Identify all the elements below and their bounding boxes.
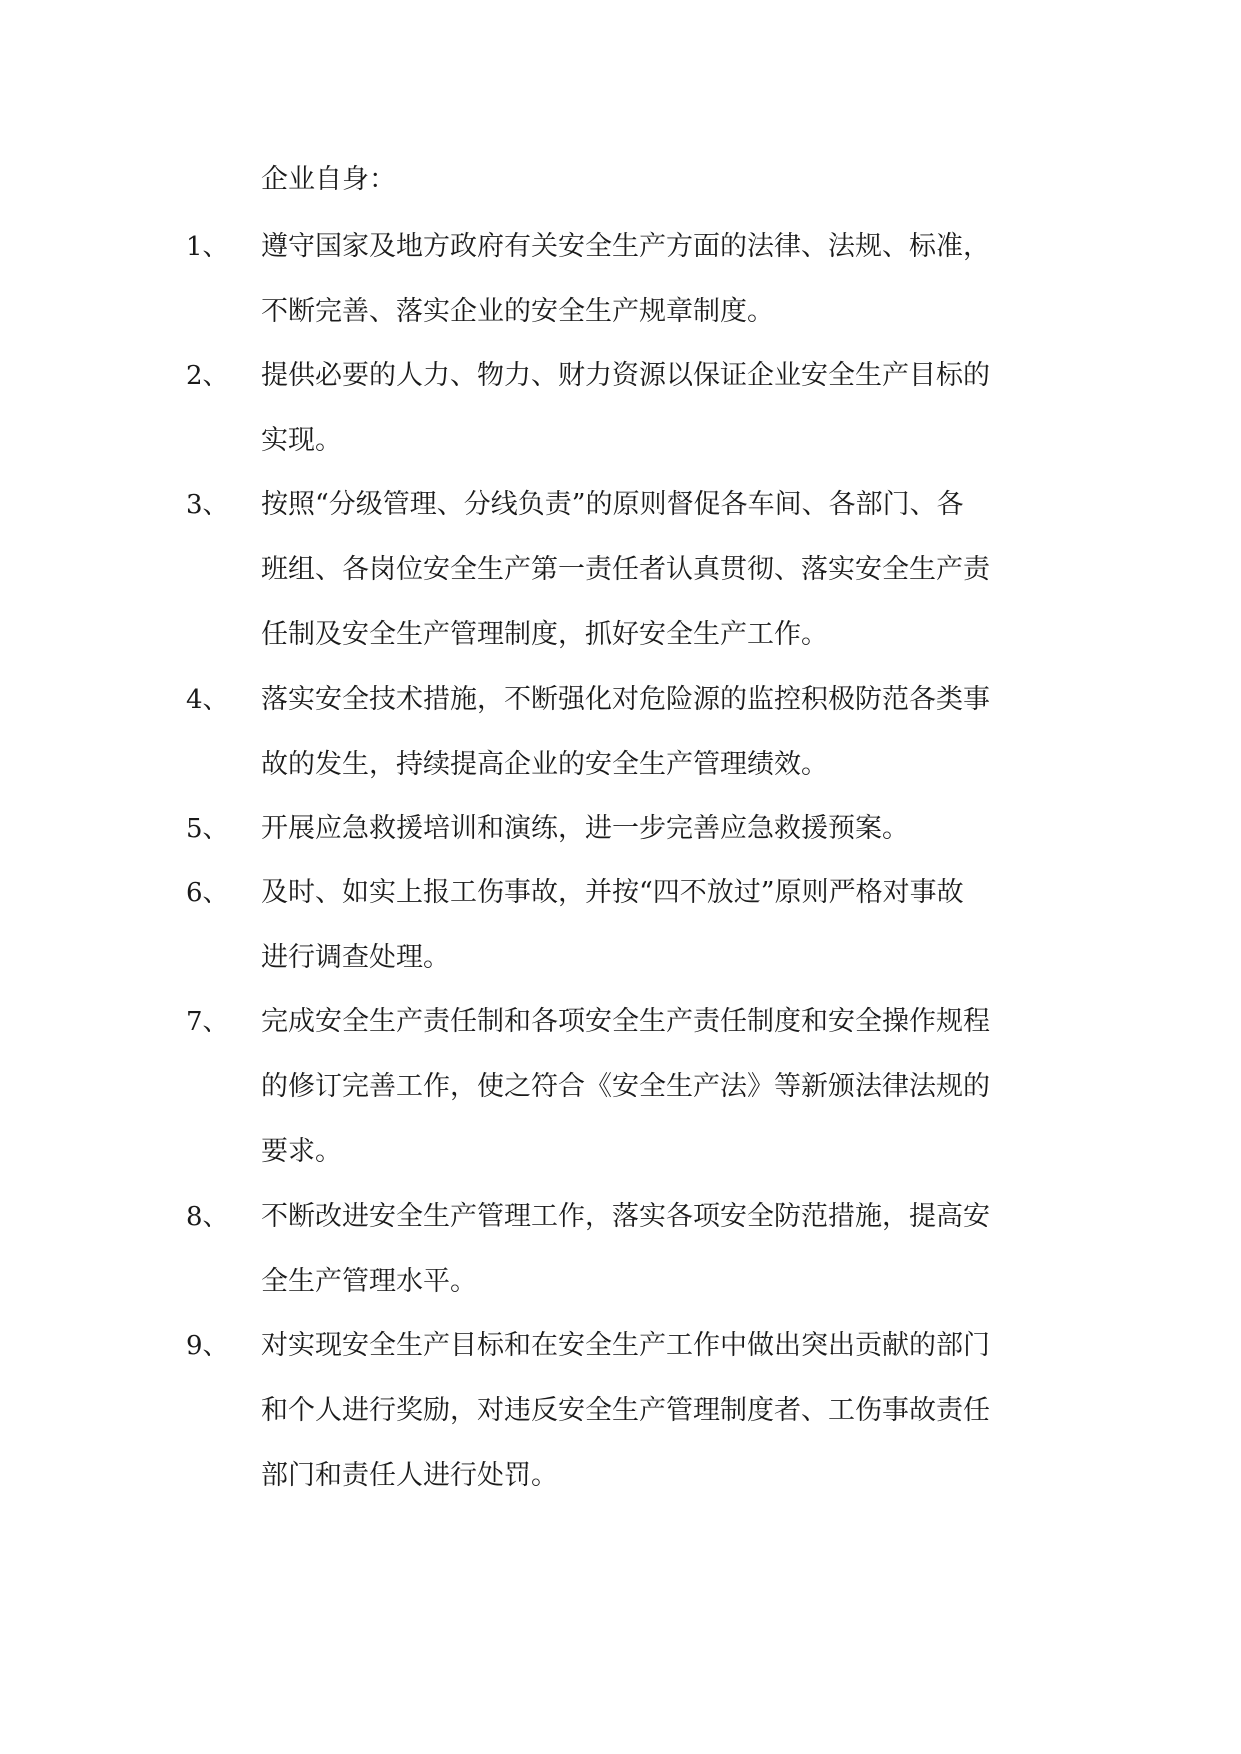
item-text-line: 不断改进安全生产管理工作，落实各项安全防范措施，提高安: [261, 1201, 990, 1232]
item-number: 7、: [186, 1007, 229, 1037]
item-text-line: 部门和责任人进行处罚。: [261, 1460, 558, 1491]
item-text-line: 不断完善、落实企业的安全生产规章制度。: [261, 296, 774, 327]
item-text-line: 任制及安全生产管理制度，抓好安全生产工作。: [261, 619, 828, 650]
item-text-line: 实现。: [261, 425, 342, 456]
item-text-line: 要求。: [261, 1136, 342, 1167]
section-heading: 企业自身：: [261, 164, 396, 195]
item-number: 4、: [186, 685, 229, 715]
item-number: 5、: [186, 814, 229, 844]
item-text-line: 按照“分级管理、分线负责”的原则督促各车间、各部门、各: [261, 489, 964, 520]
item-text-line: 开展应急救援培训和演练，进一步完善应急救援预案。: [261, 813, 909, 844]
item-number: 8、: [186, 1202, 229, 1232]
item-text-line: 和个人进行奖励，对违反安全生产管理制度者、工伤事故责任: [261, 1395, 990, 1426]
item-text-line: 故的发生，持续提高企业的安全生产管理绩效。: [261, 749, 828, 780]
item-text-line: 的修订完善工作，使之符合《安全生产法》等新颁法律法规的: [261, 1071, 990, 1102]
item-text-line: 对实现安全生产目标和在安全生产工作中做出突出贡献的部门: [261, 1330, 990, 1361]
item-number: 3、: [186, 490, 229, 520]
item-number: 1、: [186, 232, 229, 262]
item-text-line: 全生产管理水平。: [261, 1266, 477, 1297]
item-number: 9、: [186, 1331, 229, 1361]
item-text-line: 提供必要的人力、物力、财力资源以保证企业安全生产目标的: [261, 360, 990, 391]
item-text-line: 遵守国家及地方政府有关安全生产方面的法律、法规、标准，: [261, 231, 990, 262]
item-text-line: 落实安全技术措施，不断强化对危险源的监控积极防范各类事: [261, 684, 990, 715]
item-text-line: 班组、各岗位安全生产第一责任者认真贯彻、落实安全生产责: [261, 554, 990, 585]
item-number: 2、: [186, 361, 229, 391]
item-text-line: 完成安全生产责任制和各项安全生产责任制度和安全操作规程: [261, 1006, 990, 1037]
item-text-line: 进行调查处理。: [261, 942, 450, 973]
item-text-line: 及时、如实上报工伤事故，并按“四不放过”原则严格对事故: [261, 877, 964, 908]
item-number: 6、: [186, 878, 229, 908]
